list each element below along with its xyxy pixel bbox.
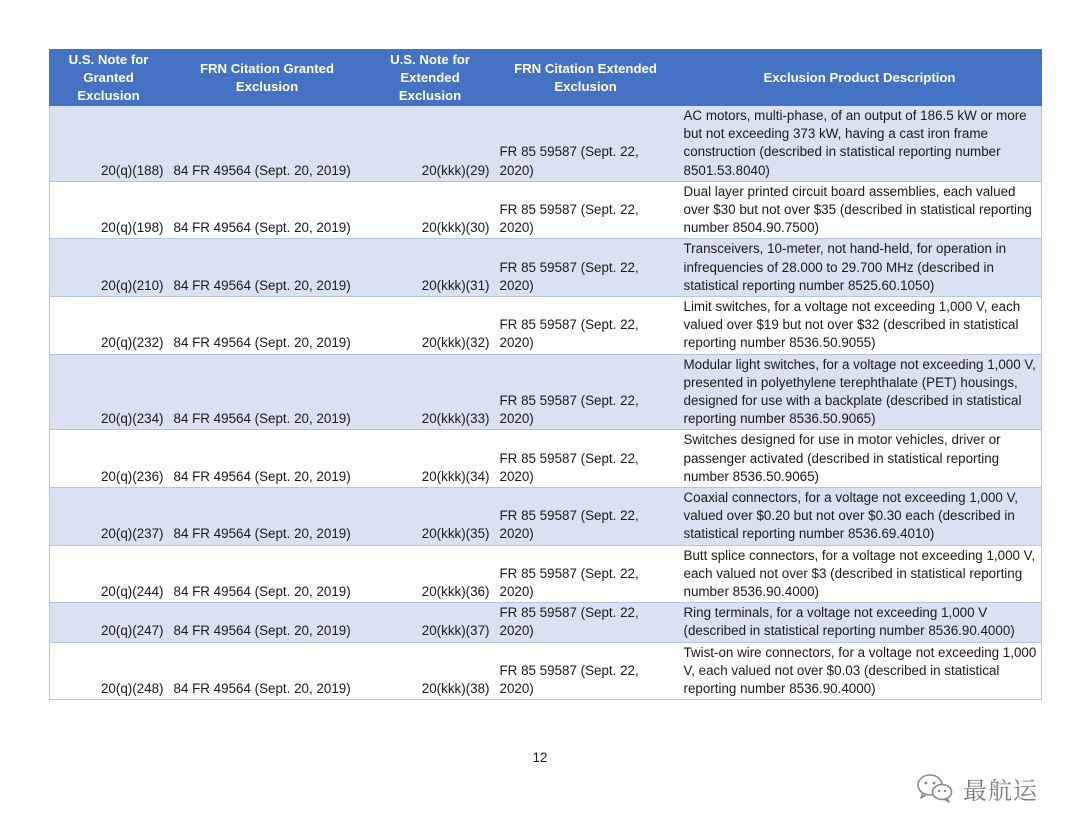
extended-note-cell: 20(kkk)(38): [367, 642, 494, 700]
extended-frn-cell: FR 85 59587 (Sept. 22, 2020): [494, 545, 678, 603]
header-row: [50, 50, 1042, 106]
extended-frn-cell: FR 85 59587 (Sept. 22, 2020): [494, 430, 678, 488]
table-row: [50, 545, 1042, 603]
extended-frn-cell: FR 85 59587 (Sept. 22, 2020): [494, 354, 678, 430]
description-cell: Coaxial connectors, for a voltage not exceeding 1,000 V, valued over $0.20 but not over $0.30 each (described in statistical reporting number 8536.69.4010): [678, 488, 1042, 546]
description-cell: Dual layer printed circuit board assemblies, each valued over $30 but not over $35 (described in statistical reporting number 8504.90.7500): [678, 181, 1042, 239]
granted-note-cell: 20(q)(244): [50, 545, 168, 603]
granted-note-cell: 20(q)(210): [50, 239, 168, 297]
extended-frn-cell: FR 85 59587 (Sept. 22, 2020): [494, 106, 678, 182]
extended-note-cell: 20(kkk)(35): [367, 488, 494, 546]
extended-note-cell: 20(kkk)(36): [367, 545, 494, 603]
header-description: Exclusion Product Description: [678, 50, 1042, 106]
description-cell: Twist-on wire connectors, for a voltage not exceeding 1,000 V, each valued not over $0.03 (described in statistical reporting number 8536.90.4000): [678, 642, 1042, 700]
table-row: [50, 354, 1042, 430]
granted-frn-cell: 84 FR 49564 (Sept. 20, 2019): [168, 106, 367, 182]
granted-note-cell: 20(q)(188): [50, 106, 168, 182]
extended-note-cell: 20(kkk)(33): [367, 354, 494, 430]
granted-frn-cell: 84 FR 49564 (Sept. 20, 2019): [168, 297, 367, 355]
table-row: [50, 239, 1042, 297]
header-extended-frn: FRN Citation Extended Exclusion: [494, 50, 678, 106]
description-cell: AC motors, multi-phase, of an output of 186.5 kW or more but not exceeding 373 kW, having a cast iron frame construction (described in statistical reporting number 8501.53.8040): [678, 106, 1042, 182]
granted-frn-cell: 84 FR 49564 (Sept. 20, 2019): [168, 603, 367, 642]
extended-note-cell: 20(kkk)(29): [367, 106, 494, 182]
extended-frn-cell: FR 85 59587 (Sept. 22, 2020): [494, 603, 678, 642]
description-cell: Butt splice connectors, for a voltage not exceeding 1,000 V, each valued not over $3 (described in statistical reporting number 8536.90.4000): [678, 545, 1042, 603]
extended-note-cell: 20(kkk)(37): [367, 603, 494, 642]
extended-frn-cell: FR 85 59587 (Sept. 22, 2020): [494, 181, 678, 239]
page-number: 12: [532, 750, 548, 765]
watermark: [915, 768, 1038, 808]
description-cell: Modular light switches, for a voltage not exceeding 1,000 V, presented in polyethylene terephthalate (PET) housings, designed for use with a backplate (described in statistical reporting number 8536.50.9065): [678, 354, 1042, 430]
wechat-icon: [915, 772, 955, 804]
granted-frn-cell: 84 FR 49564 (Sept. 20, 2019): [168, 545, 367, 603]
exclusions-table: [49, 49, 1042, 700]
granted-note-cell: 20(q)(236): [50, 430, 168, 488]
granted-frn-cell: 84 FR 49564 (Sept. 20, 2019): [168, 430, 367, 488]
table-row: [50, 430, 1042, 488]
table-row: [50, 106, 1042, 182]
granted-note-cell: 20(q)(247): [50, 603, 168, 642]
granted-note-cell: 20(q)(198): [50, 181, 168, 239]
table-body: [50, 106, 1042, 700]
granted-note-cell: 20(q)(232): [50, 297, 168, 355]
granted-frn-cell: 84 FR 49564 (Sept. 20, 2019): [168, 642, 367, 700]
granted-frn-cell: 84 FR 49564 (Sept. 20, 2019): [168, 239, 367, 297]
header-granted-frn: FRN Citation Granted Exclusion: [168, 50, 367, 106]
extended-frn-cell: FR 85 59587 (Sept. 22, 2020): [494, 239, 678, 297]
extended-frn-cell: FR 85 59587 (Sept. 22, 2020): [494, 488, 678, 546]
extended-frn-cell: FR 85 59587 (Sept. 22, 2020): [494, 297, 678, 355]
extended-note-cell: 20(kkk)(34): [367, 430, 494, 488]
table-row: [50, 181, 1042, 239]
description-cell: Switches designed for use in motor vehicles, driver or passenger activated (described in statistical reporting number 8536.50.9065): [678, 430, 1042, 488]
extended-frn-cell: FR 85 59587 (Sept. 22, 2020): [494, 642, 678, 700]
extended-note-cell: 20(kkk)(31): [367, 239, 494, 297]
header-granted-note: U.S. Note for Granted Exclusion: [50, 50, 168, 106]
granted-frn-cell: 84 FR 49564 (Sept. 20, 2019): [168, 354, 367, 430]
description-cell: Ring terminals, for a voltage not exceeding 1,000 V (described in statistical reporting number 8536.90.4000): [678, 603, 1042, 642]
table-row: [50, 642, 1042, 700]
watermark-text: 最航运: [963, 776, 1038, 805]
table-row: [50, 297, 1042, 355]
header-extended-note: U.S. Note for Extended Exclusion: [367, 50, 494, 106]
granted-frn-cell: 84 FR 49564 (Sept. 20, 2019): [168, 488, 367, 546]
granted-note-cell: 20(q)(237): [50, 488, 168, 546]
description-cell: Limit switches, for a voltage not exceeding 1,000 V, each valued over $19 but not over $32 (described in statistical reporting number 8536.50.9055): [678, 297, 1042, 355]
extended-note-cell: 20(kkk)(32): [367, 297, 494, 355]
table-row: [50, 488, 1042, 546]
granted-note-cell: 20(q)(234): [50, 354, 168, 430]
extended-note-cell: 20(kkk)(30): [367, 181, 494, 239]
table-header: [50, 50, 1042, 106]
granted-note-cell: 20(q)(248): [50, 642, 168, 700]
description-cell: Transceivers, 10-meter, not hand-held, for operation in infrequencies of 28.000 to 29.700 MHz (described in statistical reporting number 8525.60.1050): [678, 239, 1042, 297]
granted-frn-cell: 84 FR 49564 (Sept. 20, 2019): [168, 181, 367, 239]
table-row: [50, 603, 1042, 642]
